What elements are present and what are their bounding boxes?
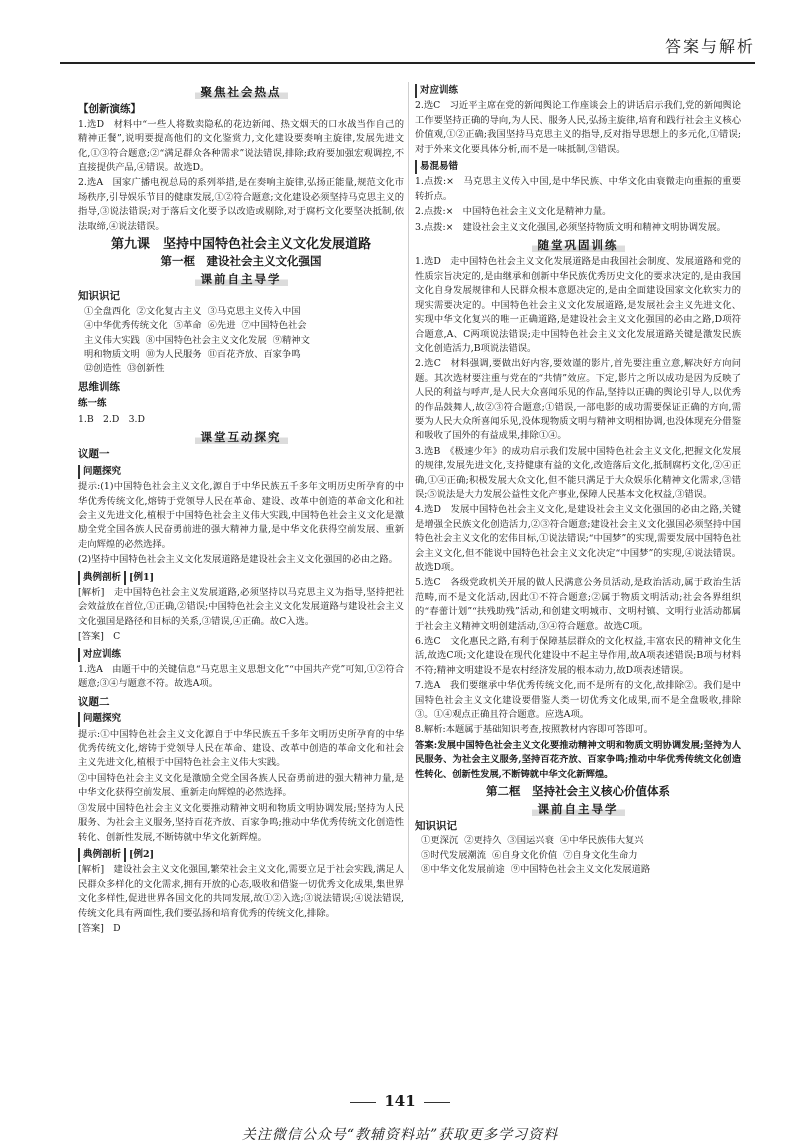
header-title: 答案与解析 bbox=[664, 37, 755, 56]
knowledge-item: ⑧中国特色社会主义文化发展 bbox=[145, 334, 267, 346]
topic2-para-2: ②中国特色社会主义文化是激励全党全国各族人民奋勇前进的强大精神力量,是中华文化获得空前发展、重新走向辉煌的必然选择。 bbox=[78, 772, 404, 799]
section-title-focus-text: 聚焦社会热点 bbox=[195, 85, 288, 99]
frame2-title: 第二框 坚持社会主义核心价值体系 bbox=[486, 784, 670, 799]
knowledge2-row bbox=[421, 849, 741, 863]
knowledge2-item: ③国运兴衰 bbox=[507, 835, 554, 847]
example1-analysis: [解析] 走中国特色社会主义发展道路,必须坚持以马克思主义为指导,坚持把社会效益放在首位,①正确,②错误;中国特色社会主义文化发展道路与建设社会主义文化强国是路径和目标的关系,③错误,④正确。故C入选。 bbox=[78, 587, 404, 627]
consolidate-para-5: 5.选C 各级党政机关开展的做人民满意公务员活动,是政治活动,属于政治生活范畴,而不是文化活动,因此①不符合题意;②属于物质文明活动;社会各界组织的“春蕾计划”“扶残助残”活动,和创建文明城市、文明村镇、文明行业活动都属于社会主义精神文明创建活动,③④符合题意。故选C项。 bbox=[415, 577, 741, 632]
knowledge2-heading: 知识识记 bbox=[415, 819, 457, 832]
knowledge2-item: ⑤时代发展潮流 bbox=[421, 849, 487, 861]
knowledge-row bbox=[84, 305, 404, 319]
example2-analysis: [解析] 建设社会主义文化强国,繁荣社会主义文化,需要立足于社会实践,满足人民群众多样化的文化需求,拥有开放的心态,吸收和借鉴一切优秀文化成果,集世界文化多样性,促进世界各国文化的共同发展,故①②入选;③说法错误;④说法错误,传统文化具有两面性,我们要弘扬和培育优秀的传统文化,排除。 bbox=[78, 864, 404, 919]
left-column bbox=[78, 82, 404, 937]
knowledge-item: ②文化复古主义 bbox=[136, 305, 202, 317]
knowledge-grid bbox=[84, 305, 404, 377]
mistake-label: 易混易错 bbox=[415, 160, 458, 174]
knowledge-item: ⑩为人民服务 bbox=[145, 348, 202, 360]
knowledge2-grid bbox=[421, 834, 741, 877]
page-number bbox=[0, 1092, 800, 1110]
consolidate-para-7: 7.选A 我们要继承中华优秀传统文化,而不是所有的文化,故排除②。我们是中国特色社会主义文化建设要借鉴人类一切优秀文化成果,而不是全盘吸收,排除③。①④观点正确且符合题意。应选A项。 bbox=[415, 680, 741, 721]
topic1-question-label: 问题探究 bbox=[78, 465, 121, 479]
frame-title: 第一框 建设社会主义文化强国 bbox=[160, 254, 322, 269]
knowledge2-item: ④中华民族伟大复兴 bbox=[559, 835, 644, 847]
mistake-para-1: 1.点拨:× 马克思主义传入中国,是中华民族、中华文化由衰微走向重振的重要转折点。 bbox=[415, 176, 741, 202]
knowledge-item: ⑤革命 bbox=[173, 320, 202, 332]
topic2-heading: 议题二 bbox=[78, 695, 110, 708]
knowledge-row bbox=[84, 362, 404, 376]
section-title-preview2 bbox=[415, 802, 741, 816]
knowledge-item: ⑫创造性 bbox=[84, 363, 122, 375]
topic1-train-label: 对应训练 bbox=[78, 648, 121, 662]
knowledge2-item: ⑨中国特色社会主义文化发展道路 bbox=[510, 864, 651, 876]
knowledge2-item: ⑥自身文化价值 bbox=[492, 849, 558, 861]
topic2-question-label: 问题探究 bbox=[78, 712, 121, 726]
knowledge-item: 明和物质文明 bbox=[84, 348, 140, 360]
section-title-preview bbox=[78, 272, 404, 286]
knowledge2-item: ①更深沉 bbox=[421, 835, 459, 847]
consolidate-para-6: 6.选C 文化惠民之路,有利于保障基层群众的文化权益,丰富农民的精神文化生活,故选C项;文化建设在现代化建设中不起主导作用,故A项表述错误;B项与材料不符;精神文明建设不是农村经济发展的根本动力,故D项表述错误。 bbox=[415, 636, 741, 676]
practice1-answers: 1.B 2.D 3.D bbox=[78, 413, 145, 425]
practice-heading: 【创新演练】 bbox=[78, 103, 141, 116]
consolidate-para-2: 2.选C 材料强调,要做出好内容,要效谨的影片,首先要注重立意,解决好方向问题。其次选材要注重与党在的“共情”效应。下定,影片之所以成功是因为反映了人民的利益与呼声,是人民大众喜闻乐见的作品,坚持以正确的舆论引导人,以优秀的作品鼓舞人,故②③符合题意;①错误,一部电影的成功需要保证正确的方向,需要为人民大众所喜闻乐见,没体现物质文明与精神文明相协调,也没体现充分借鉴和吸收了国外的有益成果,排除①④。 bbox=[415, 358, 741, 442]
knowledge-item: 主义伟大实践 bbox=[84, 334, 140, 346]
section-title-classroom bbox=[78, 430, 404, 444]
footer-note: 关注微信公众号“教辅资料站”获取更多学习资料 bbox=[241, 1127, 559, 1143]
knowledge-row bbox=[84, 334, 404, 348]
knowledge-row bbox=[84, 319, 404, 333]
thinking-heading: 思维训练 bbox=[78, 380, 120, 393]
mistake-para-3: 3.点拨:× 建设社会主义文化强国,必须坚持物质文明和精神文明协调发展。 bbox=[415, 221, 726, 233]
knowledge-item: ⑨精神文 bbox=[272, 334, 310, 346]
knowledge2-row bbox=[421, 863, 741, 877]
topic1-train-para: 1.选A 由题干中的关键信息“马克思主义思想文化”“中国共产党”可知,①②符合题意;③④与题意不符。故选A项。 bbox=[78, 664, 404, 690]
section-title-preview2-text: 课前自主导学 bbox=[532, 802, 625, 816]
knowledge2-row bbox=[421, 834, 741, 848]
practice-answer-2: 2.选A 国家广播电视总局的系列举措,是在奏响主旋律,弘扬正能量,规范文化市场秩序,引导娱乐节目的健康发展,①②符合题意;文化建设必须坚持马克思主义的指导,③说法错误;对于落后文化要予以改造或剔除,对于腐朽文化要坚决抵制,依法取缔,④说法错误。 bbox=[78, 177, 404, 232]
knowledge-item: ④中华优秀传统文化 bbox=[84, 320, 168, 332]
practice-answer-1: 1.选D 材料中“一些人将数卖隐私的花边新闻、热文烟天的口水战当作自己的精神正餐”,说明要提高他们的文化鉴赏力,文化建设要奏响主旋律,发展先进文化,①③符合题意;②“满足群众各种需求”说法错误,排除;政府要加强宏观调控,不直接提供产品,④错误。故选D。 bbox=[78, 118, 404, 174]
knowledge-item: ⑥先进 bbox=[207, 320, 236, 332]
page-header bbox=[60, 30, 755, 64]
knowledge-row bbox=[84, 348, 404, 362]
knowledge-item: ⑪百花齐放、百家争鸣 bbox=[207, 348, 301, 360]
page-number-text: 141 bbox=[342, 1092, 457, 1110]
practice1-heading: 练一练 bbox=[78, 398, 107, 410]
train-para: 2.选C 习近平主席在党的新闻舆论工作座谈会上的讲话启示我们,党的新闻舆论工作要坚持正确的导向,为人民、服务人民,弘扬主旋律,培育和践行社会主义核心价值观,①②正确;我国坚持马克思主义的指导,反对指导思想上的多元化,①错误;对于外来文化要具体分析,而不是一味抵制,③错误。 bbox=[415, 100, 741, 155]
answer-8: 答案:发展中国特色社会主义文化要推动精神文明和物质文明协调发展;坚持为人民服务、为社会主义服务,坚持百花齐放、百家争鸣;推动中华优秀传统文化创造性转化、创新性发展,不断铸就中华文化新辉煌。 bbox=[415, 739, 741, 780]
section-title-consolidate bbox=[415, 238, 741, 252]
right-column bbox=[408, 82, 741, 880]
knowledge-item: ③马克思主义传入中国 bbox=[207, 305, 301, 317]
section-title-preview-text: 课前自主导学 bbox=[195, 272, 288, 286]
mistake-para-2: 2.点拨:× 中国特色社会主义文化是精神力量。 bbox=[415, 206, 612, 218]
topic2-para-1: 提示:①中国特色社会主义文化源自于中华民族五千多年文明历史所孕育的中华优秀传统文化,熔铸于党领导人民在革命、建设、改革中创造的革命文化和社会主义先进文化,植根于中国特色社会主义伟大实践。 bbox=[78, 728, 404, 769]
consolidate-para-3: 3.选B 《极速少年》的成功启示我们发展中国特色社会主义文化,把握文化发展的规律,发展先进文化,支持健康有益的文化,改造落后文化,抵制腐朽文化,②④正确,①④正确;积极发展大众文化,但不能只满足于大众娱乐化精神文化需求,③错误;⑤说法是大力发展公益性文化产事业,保障人民基本文化权益,③错误。 bbox=[415, 445, 741, 500]
topic1-heading: 议题一 bbox=[78, 448, 110, 461]
topic2-case-label: 典例剖析 bbox=[78, 848, 121, 862]
train-label: 对应训练 bbox=[415, 84, 458, 98]
section-title-focus bbox=[78, 85, 404, 99]
knowledge-item: ⑦中国特色社会 bbox=[241, 320, 307, 332]
topic1-case-label: 典例剖析 bbox=[78, 571, 121, 585]
example2-answer: [答案] D bbox=[78, 922, 121, 934]
knowledge-item: ①全盘西化 bbox=[84, 305, 131, 317]
consolidate-para-1: 1.选D 走中国特色社会主义文化发展道路是由我国社会制度、发展道路和党的性质宗旨决定的,是由继承和创新中华民族优秀历史文化的要求决定的,是由我国文化自身发展规律和人民群众根本意愿决定的,是由全面建设国家文化软实力的现实需要决定的。中国特色社会主义文化发展道路,是发展社会主义先进文化、实现中华文化复兴的唯一正确道路,是建设社会主义文化强国的必由之路,D项符合题意,A、C两项说法错误;走中国特色社会主义文化发展道路关键是激发民族文化创造活力,B项说法错误。 bbox=[415, 256, 741, 354]
knowledge-item: ⑬创新性 bbox=[127, 363, 165, 375]
lesson-title: 第九课 坚持中国特色社会主义文化发展道路 bbox=[110, 237, 371, 253]
knowledge-heading: 知识识记 bbox=[78, 290, 120, 303]
knowledge2-item: ⑦自身文化生命力 bbox=[563, 849, 638, 861]
section-title-classroom-text: 课堂互动探究 bbox=[195, 430, 288, 444]
knowledge2-item: ②更持久 bbox=[464, 835, 502, 847]
topic1-para-2: (2)坚持中国特色社会主义文化发展道路是建设社会主义文化强国的必由之路。 bbox=[78, 554, 398, 566]
example1-label: [例1] bbox=[124, 571, 154, 585]
section-title-consolidate-text: 随堂巩固训练 bbox=[532, 238, 625, 252]
consolidate-para-8: 8.解析:本题属于基础知识考查,按照教材内容即可答即可。 bbox=[415, 724, 654, 736]
knowledge2-item: ⑧中华文化发展前途 bbox=[421, 864, 505, 876]
consolidate-para-4: 4.选D 发展中国特色社会主义文化,是建设社会主义文化强国的必由之路,关键是增强全民族文化创造活力,②③符合题意;建设社会主义文化强国必须坚持中国特色社会主义文化的宏伟目标,①说法错误;“中国梦”的实现,需要发展中国特色社会主义文化,但不能说中国特色社会主义文化决定“中国梦”的实现,④说法错误。故选D项。 bbox=[415, 504, 741, 573]
example1-answer: [答案] C bbox=[78, 631, 121, 643]
topic1-para-1: 提示:(1)中国特色社会主义文化,源自于中华民族五千多年文明历史所孕育的中华优秀传统文化,熔铸于党领导人民在革命、建设、改革中创造的革命文化和社会主义先进文化,植根于中国特色社会主义伟大实践,中国特色社会主义文化是激励全党全国各族人民奋勇前进的强大精神力量,是中华文化获得空前发展、重新走向辉煌的必然选择。 bbox=[78, 481, 404, 550]
topic2-para-3: ③发展中国特色社会主义文化要推动精神文明和物质文明协调发展;坚持为人民服务、为社会主义服务,坚持百花齐放、百家争鸣;推动中华优秀传统文化创造性转化、创新性发展,不断铸就中华文化新辉煌。 bbox=[78, 802, 404, 843]
example2-label: [例2] bbox=[124, 848, 154, 862]
